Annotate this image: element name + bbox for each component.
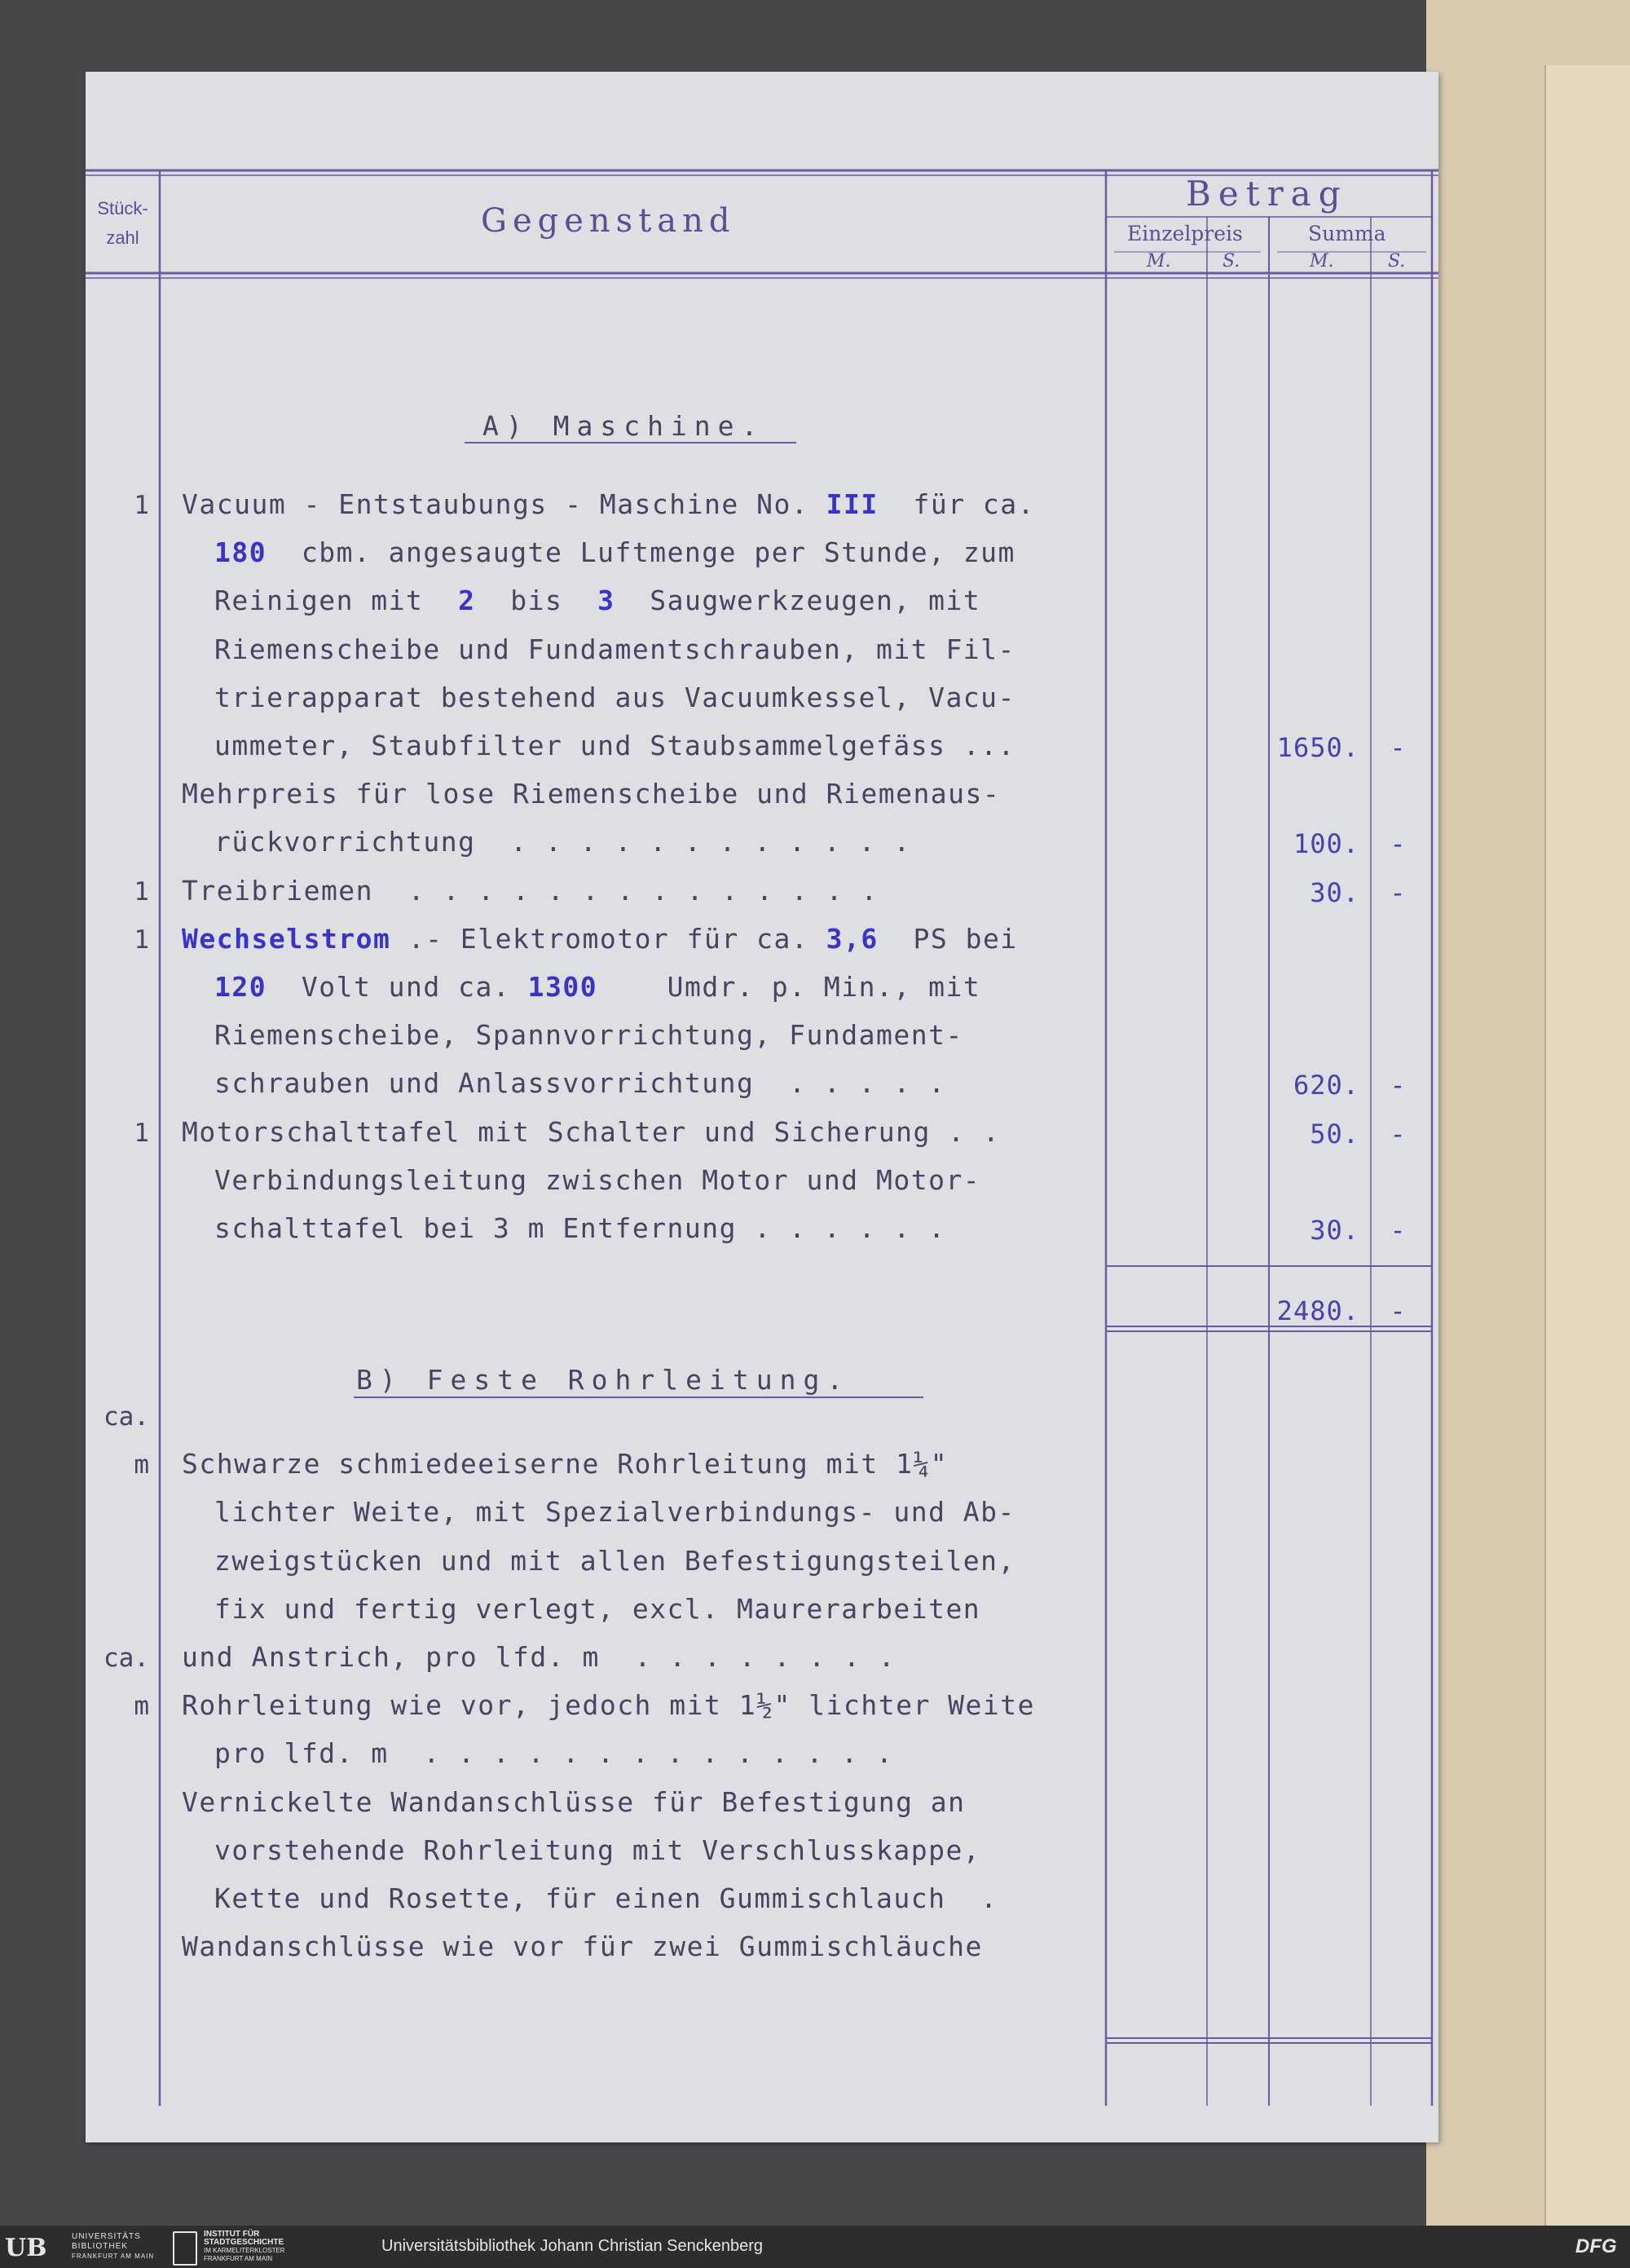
line-text-segment: Vernickelte Wandanschlüsse für Befestigung an [182, 1785, 966, 1818]
line-text-segment: schrauben und Anlassvorrichtung . . . . . [214, 1067, 946, 1100]
currency-mark-sum: M. [1310, 251, 1334, 271]
line-text-segment: zweigstücken und mit allen Befestigungsteilen, [214, 1544, 1015, 1577]
table-ruling [86, 72, 1438, 2142]
line-text-segment: Volt und ca. [267, 971, 528, 1003]
line-item-text [214, 971, 981, 1003]
line-item-text [214, 633, 1015, 665]
line-text-segment: cbm. angesaugte Luftmenge per Stunde, zum [267, 536, 1015, 569]
section-b-title: B) Feste Rohrleitung. [356, 1364, 851, 1396]
line-item-text [182, 1930, 983, 1963]
line-text-segment: PS bei [878, 922, 1018, 955]
isg-logo-icon [173, 2231, 197, 2266]
line-amount: 50. [1310, 1118, 1359, 1149]
line-item-text [214, 1163, 981, 1196]
isg-text-line3: IM KARMELITERKLOSTER [204, 2247, 285, 2254]
line-amount: 1650. [1276, 732, 1359, 763]
line-text-segment: Mehrpreis für lose Riemenscheibe und Riemenaus- [182, 778, 1001, 810]
line-text-segment: Riemenscheibe, Spannvorrichtung, Fundament- [214, 1019, 963, 1052]
cents-mark-sum: S. [1388, 251, 1406, 271]
line-item-text [182, 1689, 1036, 1722]
isg-text-line4: FRANKFURT AM MAIN [204, 2255, 273, 2262]
line-text-segment: rückvorrichtung . . . . . . . . . . . . [214, 826, 911, 858]
typed-fill-value: 2 [458, 585, 476, 617]
line-item-text [182, 1115, 1001, 1148]
line-item-text [214, 585, 981, 617]
qty-header [86, 194, 160, 253]
line-item-text [182, 1785, 966, 1818]
line-item-text [182, 488, 1036, 520]
line-amount: 620. [1293, 1070, 1359, 1101]
line-text-segment: Kette und Rosette, für einen Gummischlauch . [214, 1882, 998, 1914]
ub-logo [5, 2234, 47, 2262]
line-text-segment: Saugwerkzeugen, mit [615, 585, 981, 617]
line-item-text [214, 1212, 946, 1244]
dfg-logo: DFG [1575, 2235, 1617, 2257]
line-item-text [214, 826, 911, 858]
currency-mark-unit: M. [1147, 251, 1171, 271]
typed-fill-value: 1300 [527, 971, 598, 1003]
typed-fill-value: 180 [214, 536, 267, 569]
typed-fill-value: 3 [597, 585, 615, 617]
quantity: 1 [134, 1118, 149, 1148]
line-text-segment: für ca. [878, 488, 1036, 520]
line-item-text [182, 922, 1018, 955]
line-text-segment: und Anstrich, pro lfd. m . . . . . . . . [182, 1641, 896, 1673]
line-amount: 100. [1293, 828, 1359, 860]
qty-header-line1: Stück- [97, 198, 148, 218]
line-text-segment: Schwarze schmiedeeiserne Rohrleitung mit 1¼" [182, 1448, 949, 1480]
isg-text-line2: STADTGESCHICHTE [204, 2238, 284, 2247]
ub-logo-mark: UB [5, 2234, 47, 2262]
line-cents: - [1390, 876, 1406, 908]
typed-fill-value: Wechselstrom [182, 922, 391, 955]
ub-text-line2: BIBLIOTHEK [72, 2242, 128, 2251]
line-text-segment: Reinigen mit [214, 585, 459, 617]
line-cents: - [1390, 732, 1406, 763]
quantity: ca. [104, 1402, 149, 1432]
subtotal-cents: - [1390, 1295, 1406, 1326]
line-text-segment: fix und fertig verlegt, excl. Maurerarbeiten [214, 1592, 981, 1625]
line-text-segment: Motorschalttafel mit Schalter und Sicherung . . [182, 1115, 1001, 1148]
line-item-text [214, 1019, 963, 1052]
line-item-text [182, 778, 1001, 810]
line-text-segment: Wandanschlüsse wie vor für zwei Gummischläuche [182, 1930, 983, 1963]
invoice-page [86, 72, 1438, 2142]
isg-text-line1: INSTITUT FÜR [204, 2230, 260, 2239]
line-text-segment: ummeter, Staubfilter und Staubsammelgefäss ... [214, 730, 1015, 761]
line-text-segment: Umdr. p. Min., mit [597, 971, 981, 1003]
line-item-text [214, 536, 1015, 569]
typed-fill-value: 120 [214, 971, 267, 1003]
line-text-segment: Treibriemen . . . . . . . . . . . . . . [182, 874, 879, 907]
item-header: Gegenstand [481, 202, 736, 240]
underlying-paper-edge [1544, 65, 1630, 2226]
line-text-segment: Verbindungsleitung zwischen Motor und Motor- [214, 1163, 981, 1196]
line-cents: - [1390, 1215, 1406, 1246]
line-text-segment: lichter Weite, mit Spezialverbindungs- und Ab- [214, 1496, 1015, 1529]
line-item-text [214, 1737, 894, 1770]
line-text-segment: bis [475, 585, 598, 617]
line-item-text [214, 1833, 981, 1866]
line-item-text [182, 874, 879, 907]
quantity: 1 [134, 876, 149, 907]
sum-header: Summa [1308, 222, 1386, 245]
quantity: 1 [134, 924, 149, 955]
line-text-segment: Rohrleitung wie vor, jedoch mit 1½" lichter Weite [182, 1689, 1036, 1722]
line-text-segment: Vacuum - Entstaubungs - Maschine No. [182, 488, 826, 520]
ub-text [72, 2232, 154, 2261]
line-text-segment: pro lfd. m . . . . . . . . . . . . . . [214, 1737, 894, 1770]
cents-mark-unit: S. [1222, 251, 1240, 271]
line-item-text [214, 1067, 946, 1100]
line-text-segment: vorstehende Rohrleitung mit Verschlusskappe, [214, 1833, 981, 1866]
typed-fill-value: 3,6 [826, 922, 879, 955]
quantity: ca. [104, 1644, 149, 1673]
qty-header-line2: zahl [106, 227, 139, 248]
footer-bar [0, 2226, 1630, 2268]
quantity: m [134, 1450, 149, 1480]
line-cents: - [1390, 1118, 1406, 1149]
unit-price-header: Einzelpreis [1127, 222, 1243, 245]
library-name: Universitätsbibliothek Johann Christian Senckenberg [381, 2237, 764, 2255]
line-cents: - [1390, 828, 1406, 860]
section-a-title: A) Maschine. [482, 410, 765, 442]
line-amount: 30. [1310, 1215, 1359, 1246]
line-item-text [214, 1496, 1015, 1529]
isg-text [204, 2230, 285, 2263]
line-item-text [214, 1592, 981, 1625]
line-amount: 30. [1310, 876, 1359, 908]
line-item-text [182, 1641, 896, 1673]
quantity: 1 [134, 491, 149, 520]
line-item-text [214, 1544, 1015, 1577]
line-item-text [214, 1882, 998, 1914]
ub-text-line1: UNIVERSITÄTS [72, 2232, 141, 2241]
line-cents: - [1390, 1070, 1406, 1101]
line-item-text [214, 732, 1015, 759]
line-text-segment: .- Elektromotor für ca. [390, 922, 826, 955]
typed-fill-value: III [826, 488, 879, 520]
subtotal-amount: 2480. [1276, 1295, 1359, 1326]
line-text-segment: schalttafel bei 3 m Entfernung . . . . . . [214, 1212, 946, 1244]
ub-text-line3: FRANKFURT AM MAIN [72, 2253, 155, 2260]
line-text-segment: Riemenscheibe und Fundamentschrauben, mit Fil- [214, 633, 1015, 665]
line-item-text [182, 1448, 949, 1480]
line-text-segment: trierapparat bestehend aus Vacuumkessel, Vacu- [214, 681, 1015, 713]
amount-header: Betrag [1186, 174, 1348, 214]
line-item-text [214, 681, 1015, 713]
quantity: m [134, 1692, 149, 1722]
